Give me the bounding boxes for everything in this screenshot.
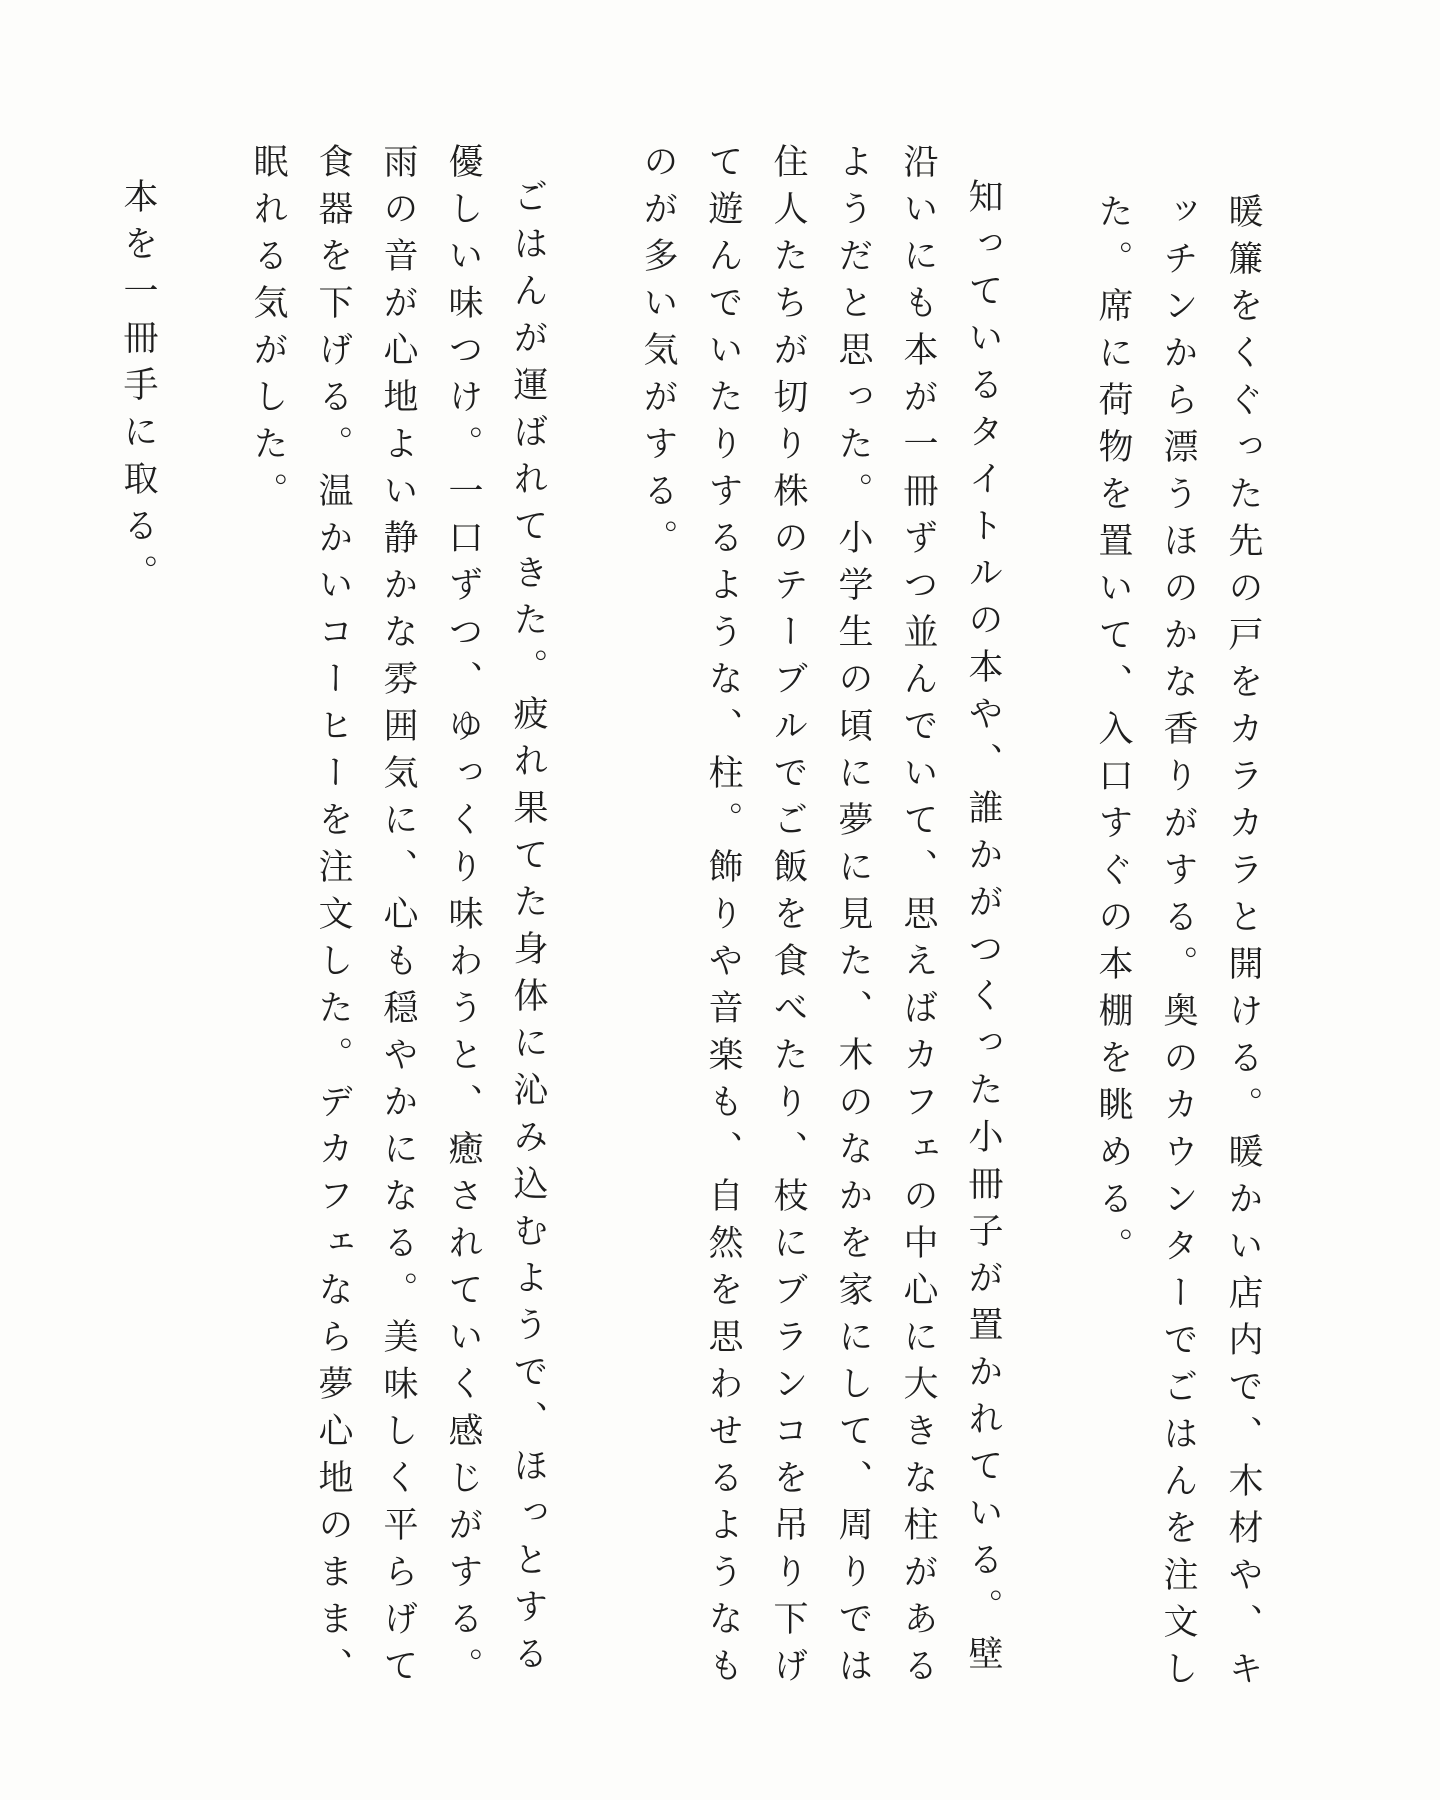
paragraph-1: 暖簾をくぐった先の戸をカラカラと開ける。暖かい店内で、木材や、キッチンから漂うほのかな香りがする。奥のカウンターでごはんを注文した。席に荷物を置いて、入口すぐの本棚を眺める。 — [1093, 193, 1263, 1697]
vertical-text-body — [105, 143, 1275, 1703]
paragraph-3: ごはんが運ばれてきた。疲れ果てた身体に沁み込むようで、ほっとする優しい味つけ。一口ずつ、ゆっくり味わうと、癒されていく感じがする。雨の音が心地よい静かな雰囲気に、心も穏やかになる。美味しく平らげて食器を下げる。温かいコーヒーを注文した。デカフェなら夢心地のまま、眠れる気がした。 — [248, 143, 548, 1694]
paragraph-2: 知っているタイトルの本や、誰かがつくった小冊子が置かれている。壁沿いにも本が一冊ずつ並んでいて、思えばカフェの中心に大きな柱があるようだと思った。小学生の頃に夢に見た、木のなかを家にして、周りでは住人たちが切り株のテーブルでご飯を食べたり、枝にブランコを吊り下げて遊んでいたりするような、柱。飾りや音楽も、自然を思わせるようなものが多い気がする。 — [638, 143, 1003, 1694]
paragraph-4: 本を一冊手に取る。 — [118, 178, 158, 601]
